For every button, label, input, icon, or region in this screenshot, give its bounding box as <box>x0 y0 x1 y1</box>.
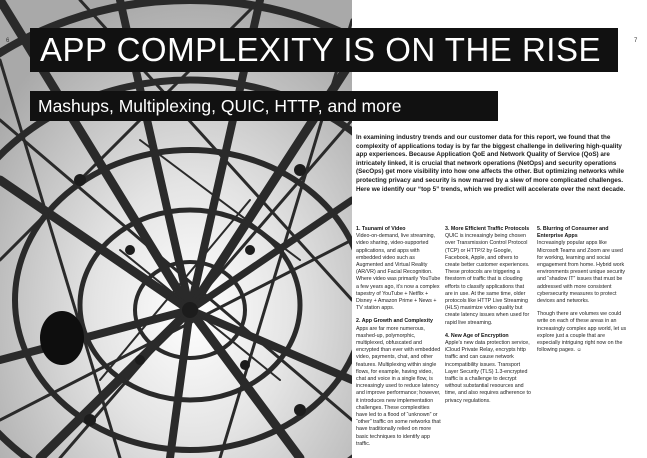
closing-paragraph: Though there are volumes we could write on each of these areas in an increasingly complex app world, let us explore just a couple that are especially intriguing right now on the following pages. ☺ <box>537 311 627 354</box>
section-heading: 5. Blurring of Consumer and Enterprise Apps <box>537 226 609 240</box>
title-banner <box>30 28 618 72</box>
section-heading: 2. App Growth and Complexity <box>356 318 433 325</box>
page-title: APP COMPLEXITY IS ON THE RISE <box>40 31 601 68</box>
section-heading: 1. Tsunami of Video <box>356 226 406 232</box>
column-3 <box>537 226 627 360</box>
section-tsunami-of-video <box>356 226 442 312</box>
section-body: Apps are far more numerous, mashed-up, polymorphic, multiplexed, obfuscated and encrypted than ever with embedded video, payments, chat, and other features. Multiplexing within single flows, for example, having video, chat and voice in a single flow, is increasingly used to reduce latency and improve performance; however, it introduces new implementation challenges. These complexities have led to a flood of “unknown” or “other” traffic on some networks that have traditionally relied on more basic techniques to identify app traffic. <box>356 325 441 447</box>
intro-paragraph: In examining industry trends and our customer data for this report, we found that the complexity of applications today is by far the biggest challenge in delivering high-quality app experiences. Because Application QoE and Network Quality of Service (QoS) are intricately linked, it is crucial that network operations (NetOps) and security operations (SecOps) get more visibility into how one affects the other. But optimizing networks while protecting privacy and security is now marred by a slew of more complicated challenges. Here we identify our “top 5” trends, which we predict will accelerate over the next decade. <box>356 134 626 193</box>
section-body: Video-on-demand, live streaming, video sharing, video-supported applications, and apps with embedded video such as Augmented and Virtual Reality (AR/VR) and Facial Recognition. Where video was primarily YouTube a few years ago, it’s now a complex tapestry of YouTube + Netflix + Disney + Amazon Prime + News + TV station apps. <box>356 233 441 312</box>
section-body: Apple’s new data protection service, iCloud Private Relay, encrypts http traffic and can cause network incompatibility issues. Transport Layer Security (TLS) 1.3-encrypted traffic is a challenge to decrypt without substantial resources and time, and also requires adherence to privacy regulations. <box>445 340 531 404</box>
section-body: QUIC is increasingly being chosen over Transmission Control Protocol (TCP) or HTTP/2 by Google, Facebook, Apple, and others to create better customer experiences. These protocols are triggering a firestorm of traffic that is clouding efforts to classify applications that are in use. At the same time, older protocols like HTTP Live Streaming (HLS) maximize video quality but create latency issues when used for rapid live streaming. <box>445 233 530 326</box>
page-subtitle: Mashups, Multiplexing, QUIC, HTTP, and more <box>38 95 402 116</box>
subtitle-banner <box>30 91 498 121</box>
section-heading: 3. More Efficient Traffic Protocols <box>445 226 530 232</box>
column-1 <box>356 226 442 454</box>
section-encryption <box>445 333 533 405</box>
section-heading: 4. New Age of Encryption <box>445 332 509 339</box>
page-number-right: 7 <box>634 38 638 44</box>
section-app-growth <box>356 318 442 448</box>
column-2 <box>445 226 533 411</box>
section-traffic-protocols <box>445 226 533 327</box>
page-number-left: 6 <box>6 38 10 44</box>
section-body: Increasingly popular apps like Microsoft Teams and Zoom are used for working, learning and social engagement from home. Hybrid work environments present unique security and “shadow IT” issues that must be addressed with more consistent cybersecurity measures to protect devices and networks. <box>537 240 626 305</box>
section-consumer-enterprise <box>537 226 627 305</box>
